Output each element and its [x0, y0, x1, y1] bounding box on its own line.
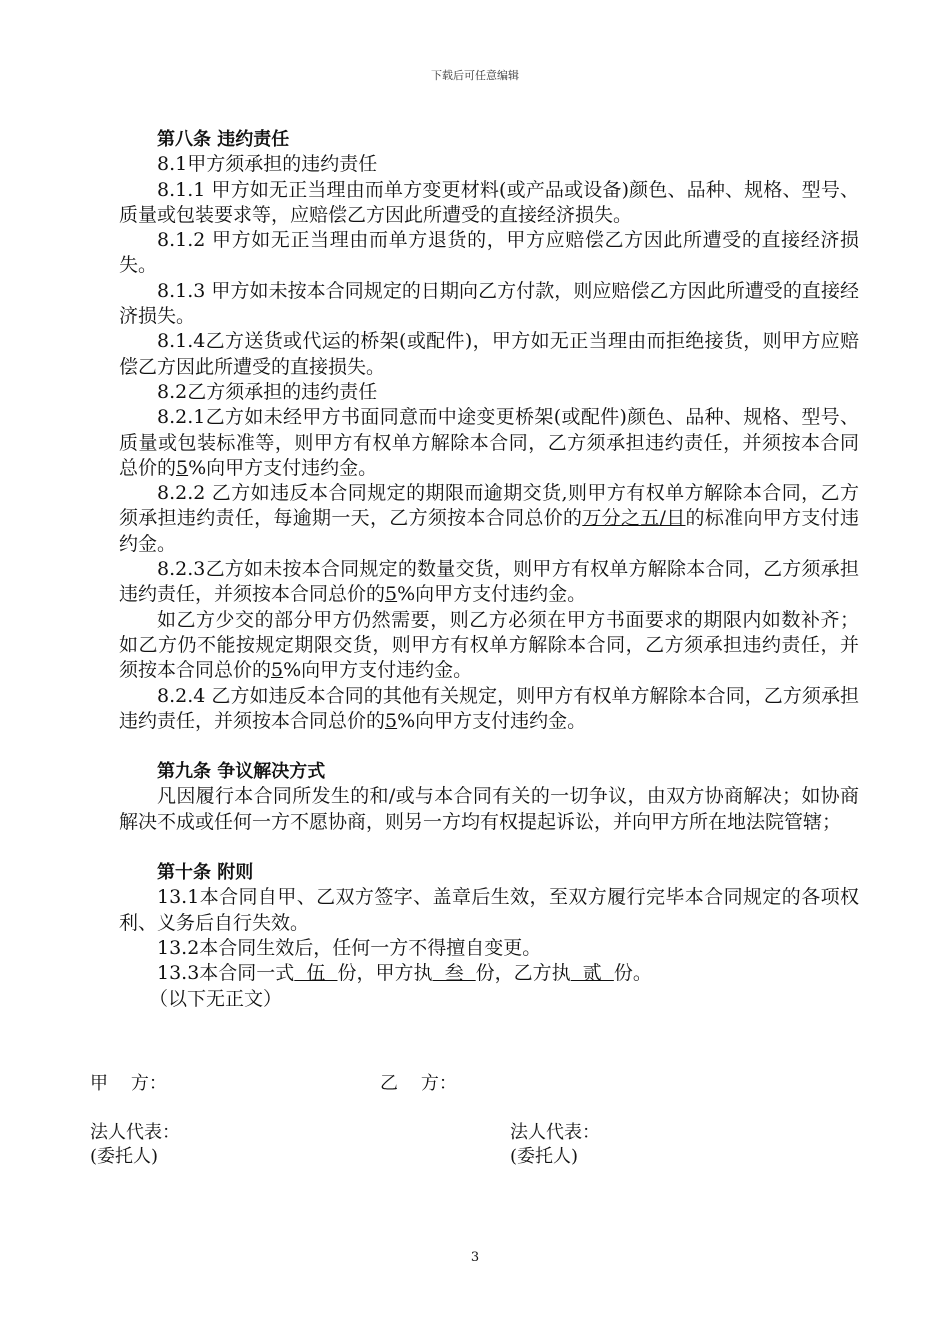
clause-8-1: 8.1甲方须承担的违约责任 — [157, 153, 378, 176]
party-b-label: 乙 方： — [380, 1073, 457, 1094]
clause-8-1-4: 8.1.4乙方送货或代运的桥架(或配件)，甲方如无正当理由而拒绝接货，则甲方应赔偿乙方因此所遭受的直接损失。 — [119, 330, 859, 378]
clause-text: 份，乙方执 — [475, 962, 571, 985]
clause-8-2-2 — [119, 481, 859, 557]
clause-text: 8.2.4 乙方如违反本合同的其他有关规定，则甲方有权单方解除本合同，乙方须承担违约责任，并须按本合同总价的 — [119, 684, 859, 732]
clause-8-1-1: 8.1.1 甲方如无正当理由而单方变更材料(或产品或设备)颜色、品种、规格、型号、质量或包装要求等，应赔偿乙方因此所遭受的直接经济损失。 — [119, 178, 859, 226]
clause-text: 份。 — [613, 962, 652, 985]
penalty-rate: 万分之五/日 — [582, 507, 686, 530]
header-note: 下载后可任意编辑 — [431, 69, 519, 82]
clause-8-2: 8.2乙方须承担的违约责任 — [157, 380, 378, 403]
clause-13-1: 13.1本合同自甲、乙双方签字、盖章后生效，至双方履行完毕本合同规定的各项权利、义务后自行失效。 — [119, 886, 859, 934]
contract-body — [119, 127, 859, 1012]
clause-8-2-3 — [119, 557, 859, 608]
party-a-label: 甲 方： — [90, 1073, 167, 1094]
clause-8-2-3-cont — [119, 608, 859, 684]
agent-b-label: (委托人) — [510, 1146, 579, 1167]
clause-text: 8.2.1乙方如未经甲方书面同意而中途变更桥架(或配件)颜色、品种、规格、型号、质量或包装标准等，则甲方有权单方解除本合同，乙方须承担违约责任，并须按本合同总价的 — [119, 406, 859, 479]
page-number: 3 — [470, 1250, 480, 1265]
clause-13-3 — [119, 961, 859, 986]
copies-party-b: 贰 — [570, 962, 614, 985]
clause-text: 如乙方少交的部分甲方仍然需要，则乙方必须在甲方书面要求的期限内如数补齐；如乙方仍不能按规定期限交货，则甲方有权单方解除本合同，乙方须承担违约责任，并须按本合同总价的 — [119, 608, 859, 682]
clause-text: %向甲方支付违约金。 — [188, 456, 378, 479]
penalty-rate: 5 — [385, 709, 398, 732]
rep-a-label: 法人代表： — [90, 1122, 180, 1143]
clause-9-body: 凡因履行本合同所发生的和/或与本合同有关的一切争议，由双方协商解决；如协商解决不成或任何一方不愿协商，则另一方均有权提起诉讼，并向甲方所在地法院管辖； — [119, 785, 859, 833]
penalty-rate: 5 — [271, 659, 284, 682]
copies-party-a: 叁 — [432, 962, 476, 985]
clause-13-2: 13.2本合同生效后，任何一方不得擅自变更。 — [157, 936, 542, 959]
clause-text: %向甲方支付违约金。 — [397, 709, 587, 732]
clause-8-2-4 — [119, 684, 859, 735]
clause-text: 8.2.2 乙方如违反本合同规定的期限而逾期交货,则甲方有权单方解除本合同，乙方须承担违约责任，每逾期一天，乙方须按本合同总价的 — [119, 482, 859, 530]
clause-text: %向甲方支付违约金。 — [283, 659, 473, 682]
clause-8-1-3: 8.1.3 甲方如未按本合同规定的日期向乙方付款，则应赔偿乙方因此所遭受的直接经济损失。 — [119, 279, 859, 328]
article-9-title: 第九条 争议解决方式 — [157, 761, 326, 783]
clause-text: 的标准向甲方支付违约金。 — [119, 507, 859, 555]
article-8-title: 第八条 违约责任 — [157, 129, 290, 150]
clause-text: 8.2.3乙方如未按本合同规定的数量交货，则甲方有权单方解除本合同，乙方须承担违约责任，并须按本合同总价的 — [119, 558, 859, 606]
clause-8-2-1 — [119, 405, 859, 481]
penalty-rate: 5 — [385, 583, 398, 606]
end-note: （以下无正文） — [149, 987, 283, 1010]
clause-text: 13.3本合同一式 — [157, 962, 295, 985]
rep-b-label: 法人代表： — [510, 1122, 600, 1143]
clause-text: %向甲方支付违约金。 — [397, 583, 587, 606]
penalty-rate: 5 — [176, 456, 189, 479]
article-10-title: 第十条 附则 — [157, 862, 254, 884]
copies-total: 伍 — [294, 962, 338, 985]
agent-a-label: (委托人) — [90, 1146, 159, 1167]
clause-8-1-2: 8.1.2 甲方如无正当理由而单方退货的，甲方应赔偿乙方因此所遭受的直接经济损失。 — [119, 229, 859, 277]
clause-text: 份，甲方执 — [337, 962, 433, 985]
